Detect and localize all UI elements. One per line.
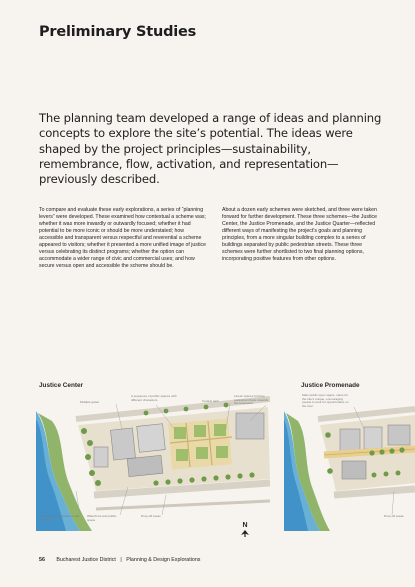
footer-section: Planning & Design Explorations [126, 557, 201, 563]
north-arrow-icon [241, 530, 249, 537]
justice-center-site-plan [36, 391, 270, 531]
footer-project: Bucharest Justice District [56, 557, 116, 563]
justice-center-plan-drawing [36, 391, 270, 531]
plan-label-justice-promenade: Justice Promenade [301, 382, 360, 389]
justice-promenade-plan-drawing [284, 391, 415, 531]
annotation-central-park: Central park [202, 399, 219, 403]
page-footer [39, 557, 200, 563]
justice-promenade-site-plan [284, 391, 415, 531]
plan-label-justice-center: Justice Center [39, 382, 84, 389]
annotation-waterfront: Waterfront and public space [87, 514, 117, 522]
footer-separator: | [120, 557, 122, 563]
annotation-main-public-open-space: Main public open space, spine for the site's unique, encouraging people to look for opportunities on the river [302, 393, 349, 409]
annotation-sequence-public-spaces: A sequence of public spaces with different characters [131, 394, 177, 402]
page-title: Preliminary Studies [39, 24, 197, 40]
annotation-linear-spaces: Linear spaces forming pedestrian flows towards the boulevard [234, 394, 269, 406]
north-label: N [242, 522, 248, 529]
lead-paragraph: The planning team developed a range of ideas and planning concepts to explore the site’s potential. The ideas were shaped by the project principles—sustainability, remembrance, flow, activation, and representation—previously described. [39, 111, 382, 187]
body-column-left: To compare and evaluate these early explorations, a series of “planning levers” were developed. These examined how contextual a scheme was; whether it was more inwardly or outwardly focused; whether it had potential to be more iconic or should be more understated; how accessible and transparent versus respectful and reverential a scheme appeared to visitors; whether it presented a more unified image of justice versus celebrating its distinct programs; whether the option can accommodate a wider range of civic and commercial uses; and how secure versus open and accessible the scheme should be. [39, 207, 206, 269]
annotation-drop-off-areas: Drop-off areas [141, 514, 161, 518]
body-column-right: About a dozen early schemes were sketched, and three were taken forward for further development. These three schemes—the Justice Center, the Justice Promenade, and the Justice Quarter—reflected different ways of manifesting the project’s goals and planning principles, from a more singular building complex to a series of buildings separated by public pedestrian streets. These three schemes were further shortlisted to two final planning options, incorporating positive features from other options. [222, 207, 378, 262]
annotation-pedestrian-connection: Pedestrian connection to the riverfront [40, 514, 80, 522]
page-number: 56 [39, 557, 45, 563]
annotation-multiple-gates: Multiple gates [80, 400, 100, 404]
annotation-promenade-drop-off: Drop-off areas [384, 514, 404, 518]
